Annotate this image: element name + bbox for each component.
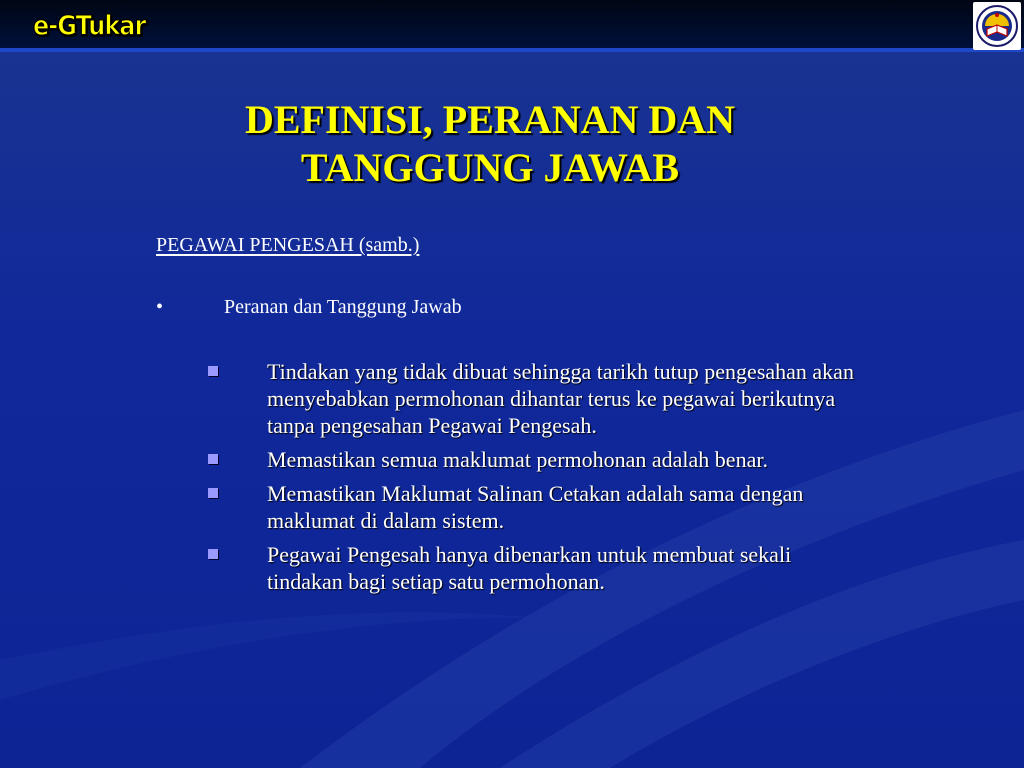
bullet-heading-text: Peranan dan Tanggung Jawab [224,296,462,318]
bullet-marker: • [156,296,164,318]
list-item [208,358,868,439]
list-item-text: Tindakan yang tidak dibuat sehingga tarikh tutup pengesahan akan menyebabkan permohonan dihantar terus ke pegawai berikutnya tanpa pengesahan Pegawai Pengesah. [267,359,854,438]
square-bullet-icon [208,488,218,498]
brand-logo-text: e-GTukar [33,9,146,42]
slide-title-line-1: DEFINISI, PERANAN DAN [244,97,736,142]
slide-title [140,96,840,192]
list-item-text: Memastikan semua maklumat permohonan adalah benar. [267,447,768,472]
list-item [208,541,868,595]
square-bullet-icon [208,454,218,464]
slide-title-line-2: TANGGUNG JAWAB [300,145,680,190]
square-bullet-icon [208,366,218,376]
top-bar-accent-line [0,48,1024,52]
top-bar [0,0,1024,48]
list-item [208,480,868,534]
ministry-emblem-icon [973,2,1021,50]
square-bullet-icon [208,549,218,559]
list-item [208,446,868,473]
list-item-text: Pegawai Pengesah hanya dibenarkan untuk membuat sekali tindakan bagi setiap satu permohonan. [267,542,792,594]
section-subheading: PEGAWAI PENGESAH (samb.) [156,234,420,256]
sub-bullet-list [208,358,868,602]
list-item-text: Memastikan Maklumat Salinan Cetakan adalah sama dengan maklumat di dalam sistem. [267,481,804,533]
